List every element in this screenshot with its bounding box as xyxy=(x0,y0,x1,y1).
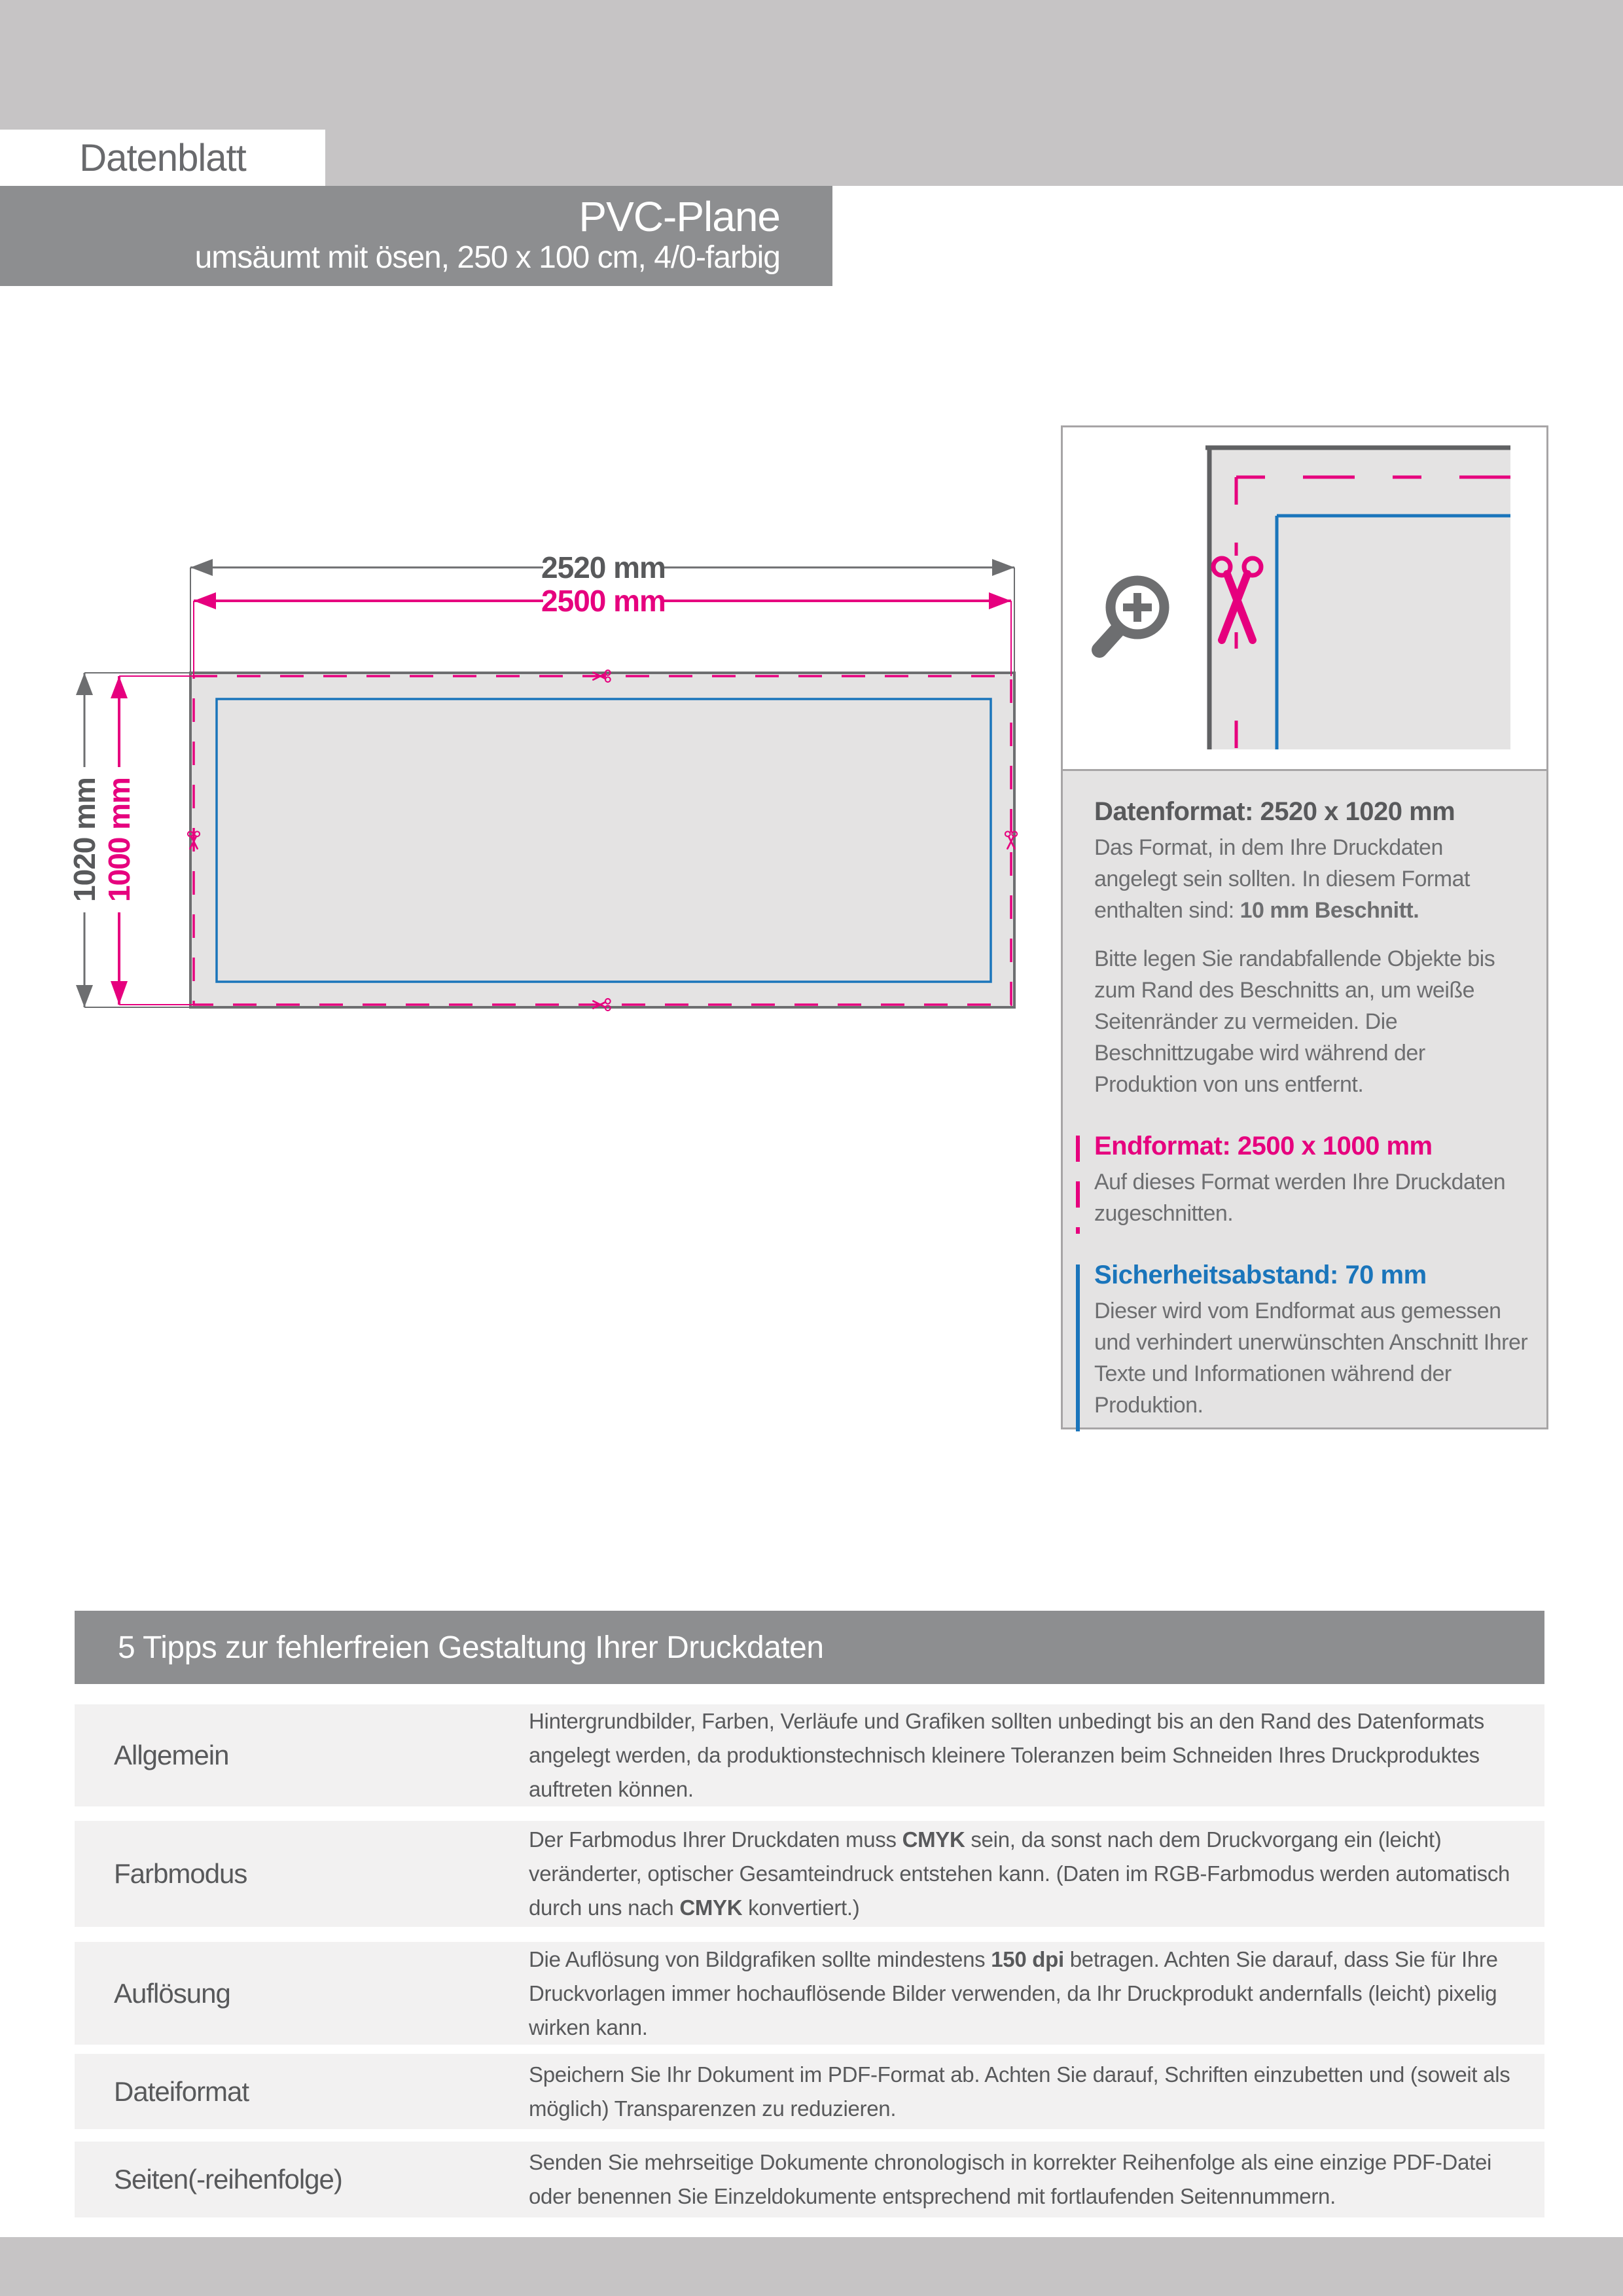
tips-title: 5 Tipps zur fehlerfreien Gestaltung Ihrer Druckdaten xyxy=(118,1630,824,1665)
dimension-label-width-outer: 2520 mm xyxy=(541,550,666,584)
product-header-bar xyxy=(0,186,832,286)
safety-line-swatch xyxy=(1076,1265,1080,1431)
tip-label: Dateiformat xyxy=(114,2075,249,2107)
tip-text: Die Auflösung von Bildgrafiken sollte mindestens 150 dpi betragen. Achten Sie darauf, dass Sie für Ihre Druckvorlagen immer hochauflösende Bilder verwenden, da Ihr Druckprodukt andernfalls (leicht) pixelig wirken kann. xyxy=(529,1946,1498,2039)
dimension-label-height-outer: 1020 mm xyxy=(67,778,101,902)
tip-label: Auflösung xyxy=(114,1977,230,2009)
detail-info-panel xyxy=(1061,425,1548,1429)
tip-label: Farbmodus xyxy=(114,1858,247,1889)
tip-text: Hintergrundbilder, Farben, Verläufe und Grafiken sollten unbedingt bis an den Rand des Datenformats angelegt werden, da produktionstechnisch kleinere Toleranzen beim Schneiden Ihres Druckproduktes auftreten können. xyxy=(529,1709,1484,1801)
magnifier-plus-icon xyxy=(1099,581,1164,650)
format-info-panel xyxy=(1063,769,1546,1427)
dimension-label-height-trim: 1000 mm xyxy=(102,778,136,902)
product-subtitle: umsäumt mit ösen, 250 x 100 cm, 4/0-farbig xyxy=(194,240,780,276)
product-title: PVC-Plane xyxy=(579,193,780,241)
tip-row-farbmodus xyxy=(75,1821,1544,1927)
doc-label: Datenblatt xyxy=(79,136,246,179)
tip-text: Der Farbmodus Ihrer Druckdaten muss CMYK sein, da sonst nach dem Druckvorgang ein (leicht) veränderter, optischer Gesamteindruck entstehen kann. (Daten im RGB-Farbmodus werden automatisch durch uns nach CMYK konvertiert.) xyxy=(529,1827,1510,1920)
dimension-label-width-trim: 2500 mm xyxy=(541,584,666,618)
banner-dimension-diagram xyxy=(26,537,1047,1034)
endformat-body: Auf dieses Format werden Ihre Druckdaten zugeschnitten. xyxy=(1094,1170,1506,1226)
datenformat-rect xyxy=(190,673,1014,1007)
tip-text: Speichern Sie Ihr Dokument im PDF-Format ab. Achten Sie darauf, Schriften einzubetten und (soweit als möglich) Transparenzen zu reduzieren. xyxy=(529,2062,1510,2121)
doc-label-box xyxy=(0,130,325,186)
tip-label: Seiten(-reihenfolge) xyxy=(114,2164,342,2195)
tip-label: Allgemein xyxy=(114,1740,229,1770)
endformat-cutline-swatch xyxy=(1076,1136,1080,1234)
datenformat-intro: Das Format, in dem Ihre Druckdaten angelegt sein sollten. In diesem Format enthalten sind: 10 mm Beschnitt. xyxy=(1094,835,1470,923)
tip-row-aufloesung xyxy=(75,1942,1544,2045)
tip-text: Senden Sie mehrseitige Dokumente chronologisch in korrekter Reihenfolge als eine einzige PDF-Datei oder benennen Sie Einzeldokumente entsprechend mit fortlaufenden Seitennummern. xyxy=(529,2150,1492,2208)
sicherheitsabstand-section xyxy=(1094,1261,1528,1421)
bottom-gray-band xyxy=(0,2237,1623,2296)
zoom-datenformat-area xyxy=(1207,446,1510,749)
endformat-section xyxy=(1094,1132,1528,1229)
datenformat-bleed-note: Bitte legen Sie randabfallende Objekte bis zum Rand des Beschnitts an, um weiße Seitenränder zu vermeiden. Die Beschnittzugabe wird während der Produktion von uns entfernt. xyxy=(1094,946,1495,1097)
datenformat-heading: Datenformat: 2520 x 1020 mm xyxy=(1094,797,1455,826)
tip-row-seitenreihenfolge xyxy=(75,2142,1544,2217)
endformat-heading: Endformat: 2500 x 1000 mm xyxy=(1094,1132,1433,1160)
tip-row-dateiformat xyxy=(75,2054,1544,2129)
tips-title-bar xyxy=(75,1611,1544,1684)
tip-row-allgemein xyxy=(75,1704,1544,1806)
sicherheitsabstand-heading: Sicherheitsabstand: 70 mm xyxy=(1094,1261,1427,1289)
sicherheitsabstand-body: Dieser wird vom Endformat aus gemessen und verhindert unerwünschten Anschnitt Ihrer Texte und Informationen während der Produktion. xyxy=(1094,1299,1528,1418)
corner-zoom-illustration xyxy=(1063,427,1546,769)
